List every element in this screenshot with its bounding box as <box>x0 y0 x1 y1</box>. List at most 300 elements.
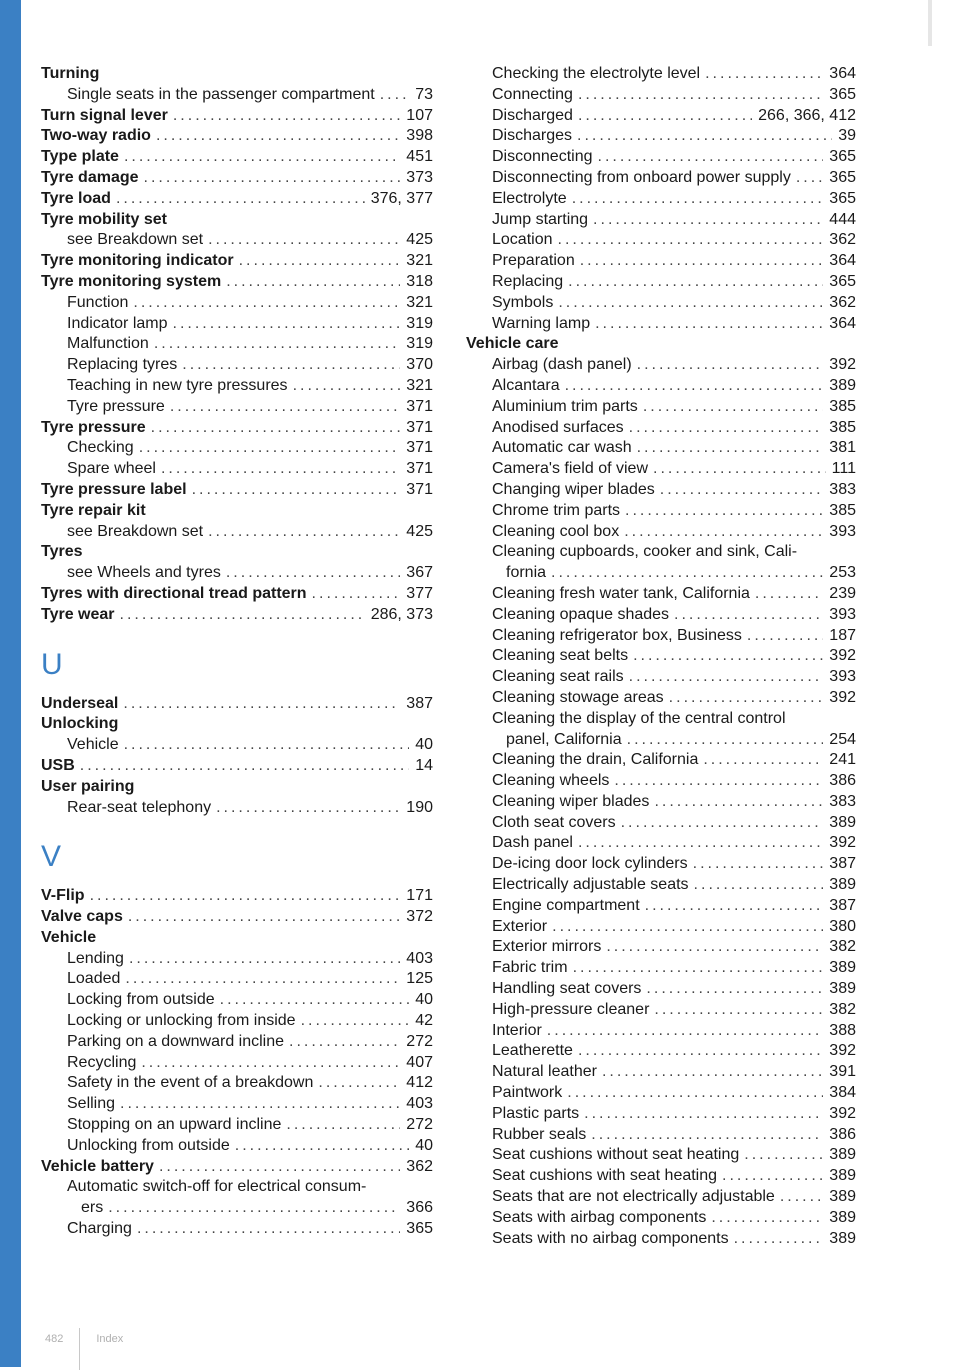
page-reference[interactable]: 107 <box>406 106 433 124</box>
entry-term: Vehicle battery <box>41 1157 154 1175</box>
index-subentry <box>466 168 856 189</box>
index-subentry <box>41 334 433 355</box>
index-subentry <box>466 1062 856 1083</box>
entry-term: Rear-seat telephony <box>67 798 212 816</box>
dot-leader <box>318 1073 400 1094</box>
dot-leader <box>637 438 824 459</box>
footer-divider <box>79 1328 80 1370</box>
entry-term: De-icing door lock cylinders <box>492 855 688 873</box>
entry-term: Location <box>492 231 553 249</box>
index-subentry <box>41 85 433 106</box>
index-subentry <box>466 937 856 958</box>
entry-term: Tyre pressure <box>41 418 146 436</box>
index-subheading: Cleaning cupboards, cooker and sink, Cali- <box>492 543 798 561</box>
index-subentry <box>466 813 856 834</box>
page-reference[interactable]: 190 <box>406 798 433 816</box>
page-reference[interactable]: 365 <box>829 189 856 207</box>
page-reference[interactable]: 392 <box>829 1104 856 1122</box>
dot-leader <box>380 85 409 106</box>
entry-term: Fabric trim <box>492 959 568 977</box>
entry-term: Seat cushions with seat heating <box>492 1167 718 1185</box>
dot-leader <box>90 886 401 907</box>
index-heading: Tyre repair kit <box>41 501 146 519</box>
page-reference[interactable]: 386 <box>829 1125 856 1143</box>
entry-term: Malfunction <box>67 335 149 353</box>
index-subentry <box>466 750 856 771</box>
entry-term: Cleaning the drain, California <box>492 751 699 769</box>
page-reference[interactable]: 383 <box>829 792 856 810</box>
dot-leader <box>595 314 823 335</box>
entry-term: see Wheels and tyres <box>67 564 221 582</box>
entry-term: Electrolyte <box>492 189 567 207</box>
entry-term: Cleaning wheels <box>492 772 610 790</box>
page-reference[interactable]: 387 <box>829 855 856 873</box>
index-subentry <box>41 1136 433 1157</box>
dot-leader <box>286 1115 400 1136</box>
dot-leader <box>154 334 400 355</box>
page-reference[interactable]: 370 <box>406 356 433 374</box>
section-letter: V <box>41 840 62 874</box>
page-reference[interactable]: 403 <box>406 949 433 967</box>
dot-leader <box>124 147 400 168</box>
entry-term: Teaching in new tyre pressures <box>67 376 288 394</box>
entry-term: ers <box>81 1199 104 1217</box>
page-reference[interactable]: 14 <box>415 756 433 774</box>
index-subentry <box>466 106 856 127</box>
page-reference[interactable]: 125 <box>406 970 433 988</box>
index-subentry <box>466 979 856 1000</box>
entry-term: Handling seat covers <box>492 980 642 998</box>
dot-leader <box>627 730 824 751</box>
page-reference[interactable]: 321 <box>406 293 433 311</box>
dot-leader <box>161 459 400 480</box>
index-subentry <box>41 1053 433 1074</box>
index-entry <box>41 756 433 777</box>
page-reference[interactable]: 373 <box>406 168 433 186</box>
page-reference[interactable]: 365 <box>829 85 856 103</box>
entry-term: panel, California <box>506 730 622 748</box>
dot-leader <box>722 1166 823 1187</box>
dot-leader <box>693 854 824 875</box>
dot-leader <box>568 272 823 293</box>
index-subentry <box>466 1021 856 1042</box>
page-reference[interactable]: 389 <box>829 959 856 977</box>
index-entry <box>41 584 433 605</box>
dot-leader <box>573 958 824 979</box>
page-footer <box>45 1318 123 1360</box>
entry-term: Seats with airbag components <box>492 1208 707 1226</box>
page-reference[interactable]: 444 <box>829 210 856 228</box>
index-heading: User pairing <box>41 777 135 795</box>
page-reference[interactable]: 239 <box>829 584 856 602</box>
index-subentry <box>466 272 856 293</box>
entry-term: fornia <box>506 564 547 582</box>
page-reference[interactable]: 389 <box>829 1229 856 1247</box>
index-subentry <box>466 626 856 647</box>
page-reference[interactable]: 366 <box>406 1199 433 1217</box>
page-reference[interactable]: 389 <box>829 1208 856 1226</box>
entry-term: Cleaning stowage areas <box>492 688 664 706</box>
index-subentry <box>466 584 856 605</box>
page-reference[interactable]: 407 <box>406 1053 433 1071</box>
page-reference[interactable]: 389 <box>829 1167 856 1185</box>
index-subentry <box>466 896 856 917</box>
entry-term: Vehicle <box>67 736 119 754</box>
index-subentry <box>466 833 856 854</box>
index-subentry <box>41 293 433 314</box>
entry-term: see Breakdown set <box>67 231 204 249</box>
dot-leader <box>133 293 400 314</box>
page-reference[interactable]: 364 <box>829 252 856 270</box>
entry-term: Automatic car wash <box>492 439 632 457</box>
entry-term: Cleaning fresh water tank, California <box>492 584 750 602</box>
page-reference[interactable]: 392 <box>829 356 856 374</box>
index-subentry <box>41 459 433 480</box>
page-reference[interactable]: 40 <box>415 1136 433 1154</box>
index-subentry <box>466 875 856 896</box>
entry-term: Paintwork <box>492 1084 563 1102</box>
page-reference[interactable]: 254 <box>829 730 856 748</box>
entry-term: Indicator lamp <box>67 314 168 332</box>
page-reference[interactable]: 376, 377 <box>370 189 433 207</box>
page-reference[interactable]: 39 <box>838 127 856 145</box>
page-reference[interactable]: 365 <box>829 272 856 290</box>
page-reference[interactable]: 387 <box>406 694 433 712</box>
page-reference[interactable]: 381 <box>829 439 856 457</box>
page-reference[interactable]: 382 <box>829 1000 856 1018</box>
page-reference[interactable]: 389 <box>829 813 856 831</box>
dot-leader <box>654 1000 823 1021</box>
entry-term: see Breakdown set <box>67 522 204 540</box>
page-reference[interactable]: 386 <box>829 772 856 790</box>
dot-leader <box>226 563 400 584</box>
page-reference[interactable]: 398 <box>406 127 433 145</box>
index-subentry <box>41 355 433 376</box>
entry-term: Loaded <box>67 970 121 988</box>
page-reference[interactable]: 412 <box>406 1074 433 1092</box>
entry-term: Spare wheel <box>67 460 156 478</box>
page-reference[interactable]: 272 <box>406 1116 433 1134</box>
page-reference[interactable]: 42 <box>415 1012 433 1030</box>
index-subentry <box>466 1041 856 1062</box>
dot-leader <box>156 126 400 147</box>
page-reference[interactable]: 362 <box>406 1157 433 1175</box>
index-entry <box>41 694 433 715</box>
entry-term: Airbag (dash panel) <box>492 356 632 374</box>
index-subentry <box>466 1000 856 1021</box>
page-reference[interactable]: 382 <box>829 938 856 956</box>
index-subentry <box>41 949 433 970</box>
index-subentry <box>41 735 433 756</box>
dot-leader <box>705 64 823 85</box>
dot-leader <box>565 376 824 397</box>
page-reference[interactable]: 111 <box>831 460 856 478</box>
entry-term: USB <box>41 756 75 774</box>
entry-term: Selling <box>67 1095 116 1113</box>
entry-term: Safety in the event of a breakdown <box>67 1074 314 1092</box>
index-subentry <box>466 64 856 85</box>
page-reference[interactable]: 385 <box>829 418 856 436</box>
index-subentry <box>466 792 856 813</box>
page-reference[interactable]: 371 <box>406 439 433 457</box>
index-entry <box>41 168 433 189</box>
entry-term: Cleaning seat belts <box>492 647 629 665</box>
page-reference[interactable]: 389 <box>829 1146 856 1164</box>
index-heading: Vehicle <box>41 928 97 946</box>
dot-leader <box>593 210 823 231</box>
entry-term: Checking <box>67 439 134 457</box>
dot-leader <box>552 917 823 938</box>
entry-term: Cleaning refrigerator box, Business <box>492 626 742 644</box>
dot-leader <box>289 1032 400 1053</box>
page-reference[interactable]: 253 <box>829 564 856 582</box>
entry-term: Replacing <box>492 272 564 290</box>
page-reference[interactable]: 365 <box>406 1220 433 1238</box>
page-reference[interactable]: 272 <box>406 1032 433 1050</box>
dot-leader <box>755 584 823 605</box>
index-subentry <box>466 771 856 792</box>
index-column-left <box>41 64 433 1240</box>
index-entry <box>41 605 433 626</box>
index-subentry <box>41 1011 433 1032</box>
index-subentry <box>41 990 433 1011</box>
index-subentry <box>466 314 856 335</box>
dot-leader <box>235 1136 409 1157</box>
index-subentry <box>466 1229 856 1250</box>
dot-leader <box>653 459 826 480</box>
entry-term: Disconnecting from onboard power supply <box>492 168 791 186</box>
dot-leader <box>572 189 824 210</box>
entry-term: Tyre wear <box>41 605 115 623</box>
index-subentry <box>466 376 856 397</box>
dot-leader <box>660 480 824 501</box>
entry-term: Tyre monitoring system <box>41 272 222 290</box>
dot-leader <box>780 1187 823 1208</box>
page-reference[interactable]: 392 <box>829 647 856 665</box>
entry-term: Tyre monitoring indicator <box>41 252 234 270</box>
dot-leader <box>646 979 823 1000</box>
page-reference[interactable]: 241 <box>829 751 856 769</box>
index-subentry <box>466 189 856 210</box>
index-subentry <box>466 1125 856 1146</box>
index-subentry <box>466 1104 856 1125</box>
entry-term: Underseal <box>41 694 119 712</box>
dot-leader <box>602 1062 823 1083</box>
entry-term: Stopping on an upward incline <box>67 1116 282 1134</box>
page-reference[interactable]: 389 <box>829 980 856 998</box>
index-entry <box>41 106 433 127</box>
entry-term: Plastic parts <box>492 1104 580 1122</box>
entry-term: Exterior mirrors <box>492 938 602 956</box>
page-reference[interactable]: 362 <box>829 293 856 311</box>
page-reference[interactable]: 392 <box>829 834 856 852</box>
page-reference[interactable]: 364 <box>829 314 856 332</box>
page-reference[interactable]: 171 <box>406 887 433 905</box>
dot-leader <box>192 480 401 501</box>
page-reference[interactable]: 451 <box>406 148 433 166</box>
index-subentry <box>466 355 856 376</box>
dot-leader <box>220 990 410 1011</box>
page-reference[interactable]: 266, 366, 412 <box>758 106 856 124</box>
dot-leader <box>637 355 824 376</box>
page-reference[interactable]: 391 <box>829 1063 856 1081</box>
dot-leader <box>645 896 824 917</box>
page-reference[interactable]: 425 <box>406 231 433 249</box>
dot-leader <box>80 756 409 777</box>
index-entry <box>41 418 433 439</box>
entry-term: V-Flip <box>41 887 85 905</box>
page-reference[interactable]: 380 <box>829 917 856 935</box>
index-subentry <box>466 605 856 626</box>
entry-term: Alcantara <box>492 376 560 394</box>
page-reference[interactable]: 362 <box>829 231 856 249</box>
index-subentry <box>466 147 856 168</box>
index-entry <box>41 147 433 168</box>
dot-leader <box>301 1011 410 1032</box>
dot-leader <box>584 1104 823 1125</box>
page-reference[interactable]: 392 <box>829 688 856 706</box>
page-reference[interactable]: 385 <box>829 501 856 519</box>
page-reference[interactable]: 319 <box>406 314 433 332</box>
dot-leader <box>621 813 824 834</box>
index-subentry <box>41 438 433 459</box>
index-subentry <box>466 85 856 106</box>
entry-term: Jump starting <box>492 210 589 228</box>
footer-section-label: Index <box>96 1333 124 1345</box>
page-reference[interactable]: 392 <box>829 1042 856 1060</box>
entry-term: Preparation <box>492 252 575 270</box>
entry-term: Exterior <box>492 917 548 935</box>
page-reference[interactable]: 371 <box>406 460 433 478</box>
dot-leader <box>578 85 823 106</box>
entry-term: Seats with no airbag components <box>492 1229 729 1247</box>
dot-leader <box>551 563 823 584</box>
entry-term: High-pressure cleaner <box>492 1000 650 1018</box>
entry-term: Locking or unlocking from inside <box>67 1012 296 1030</box>
index-entry <box>41 189 433 210</box>
page-reference[interactable]: 393 <box>829 605 856 623</box>
dot-leader <box>116 189 365 210</box>
dot-leader <box>578 106 752 127</box>
dot-leader <box>173 314 401 335</box>
entry-term: Cleaning wiper blades <box>492 792 650 810</box>
dot-leader <box>558 230 824 251</box>
page-reference[interactable]: 365 <box>829 168 856 186</box>
page-reference[interactable]: 384 <box>829 1084 856 1102</box>
dot-leader <box>547 1021 824 1042</box>
page-number: 482 <box>45 1333 64 1345</box>
dot-leader <box>694 875 824 896</box>
page-reference[interactable]: 371 <box>406 418 433 436</box>
index-subheading: Automatic switch-off for electrical consum- <box>67 1178 367 1196</box>
page-reference[interactable]: 389 <box>829 376 856 394</box>
page-reference[interactable]: 367 <box>406 564 433 582</box>
page-reference[interactable]: 365 <box>829 148 856 166</box>
dot-leader <box>558 293 823 314</box>
index-subentry <box>41 314 433 335</box>
dot-leader <box>208 522 400 543</box>
index-subentry <box>466 501 856 522</box>
index-subentry <box>466 522 856 543</box>
page-reference[interactable]: 73 <box>415 85 433 103</box>
entry-term: Engine compartment <box>492 896 640 914</box>
page-reference[interactable]: 187 <box>829 626 856 644</box>
dot-leader <box>170 397 400 418</box>
entry-term: Single seats in the passenger compartment <box>67 85 375 103</box>
dot-leader <box>128 907 400 928</box>
dot-leader <box>123 694 400 715</box>
entry-term: Anodised surfaces <box>492 418 624 436</box>
index-column-right <box>466 64 856 1249</box>
page-reference[interactable]: 40 <box>415 991 433 1009</box>
index-subentry <box>466 1208 856 1229</box>
index-subentry <box>466 210 856 231</box>
page-reference[interactable]: 425 <box>406 522 433 540</box>
page-reference[interactable]: 393 <box>829 522 856 540</box>
page-reference[interactable]: 377 <box>406 584 433 602</box>
dot-leader <box>578 1041 823 1062</box>
page-reference[interactable]: 387 <box>829 896 856 914</box>
entry-term: Tyre load <box>41 189 111 207</box>
index-heading: Turning <box>41 65 100 82</box>
index-subentry <box>41 1094 433 1115</box>
dot-leader <box>598 147 824 168</box>
page-reference[interactable]: 321 <box>406 252 433 270</box>
index-subentry <box>466 397 856 418</box>
page-reference[interactable]: 321 <box>406 376 433 394</box>
index-subentry <box>466 854 856 875</box>
entry-term: Discharges <box>492 127 573 145</box>
entry-term: Chrome trim parts <box>492 501 621 519</box>
entry-term: Dash panel <box>492 834 573 852</box>
index-subentry <box>41 397 433 418</box>
entry-term: Symbols <box>492 293 554 311</box>
dot-leader <box>614 771 823 792</box>
index-subentry <box>41 376 433 397</box>
entry-term: Interior <box>492 1021 542 1039</box>
entry-term: Tyre damage <box>41 168 139 186</box>
dot-leader <box>591 1125 823 1146</box>
page-reference[interactable]: 389 <box>829 1188 856 1206</box>
page-reference[interactable]: 389 <box>829 876 856 894</box>
page-reference[interactable]: 319 <box>406 335 433 353</box>
page-reference[interactable]: 318 <box>406 272 433 290</box>
page-reference[interactable]: 393 <box>829 668 856 686</box>
page-reference[interactable]: 372 <box>406 908 433 926</box>
dot-leader <box>643 397 823 418</box>
entry-term: Lending <box>67 949 124 967</box>
index-subentry <box>466 1166 856 1187</box>
page-reference[interactable]: 364 <box>829 65 856 82</box>
dot-leader <box>108 1198 400 1219</box>
index-entry <box>41 907 433 928</box>
page-reference[interactable]: 403 <box>406 1095 433 1113</box>
index-heading: Tyre mobility set <box>41 210 167 228</box>
page-reference[interactable]: 383 <box>829 480 856 498</box>
dot-leader <box>796 168 823 189</box>
page-reference[interactable]: 371 <box>406 397 433 415</box>
page-reference[interactable]: 286, 373 <box>370 605 433 623</box>
page-reference[interactable]: 371 <box>406 480 433 498</box>
entry-term: Parking on a downward incline <box>67 1032 285 1050</box>
page-reference[interactable]: 388 <box>829 1021 856 1039</box>
index-subentry <box>466 230 856 251</box>
index-subentry <box>41 1073 433 1094</box>
page-reference[interactable]: 40 <box>415 736 433 754</box>
dot-leader <box>629 418 824 439</box>
page-reference[interactable]: 385 <box>829 397 856 415</box>
entry-term: Aluminium trim parts <box>492 397 638 415</box>
